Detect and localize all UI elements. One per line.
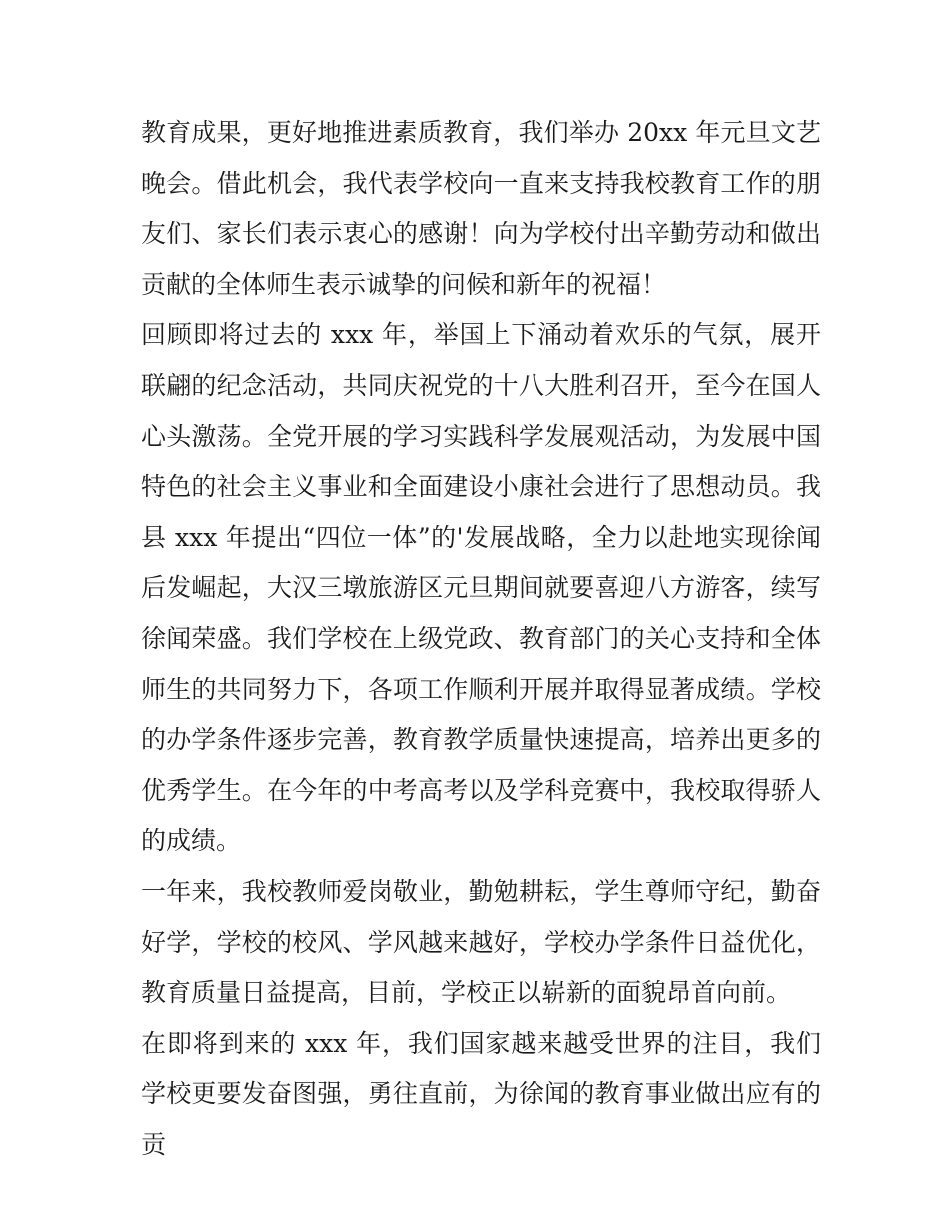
paragraph-1: 教育成果，更好地推进素质教育，我们举办 20xx 年元旦文艺晚会。借此机会，我代表学校向一直来支持我校教育工作的朋友们、家长们表示衷心的感谢！向为学校付出辛勤劳动和做出贡献的全体师生表示诚挚的问候和新年的祝福！ bbox=[141, 118, 821, 299]
paragraph-2: 回顾即将过去的 xxx 年，举国上下涌动着欢乐的气氛，展开联翩的纪念活动，共同庆祝党的十八大胜利召开，至今在国人心头激荡。全党开展的学习实践科学发展观活动，为发展中国特色的社会主义事业和全面建设小康社会进行了思想动员。我县 xxx 年提出“四位一体”的'发展战略，全力以赴地实现徐闻后发崛起，大汉三墩旅游区元旦期间就要喜迎八方游客，续写徐闻荣盛。我们学校在上级党政、教育部门的关心支持和全体师生的共同努力下，各项工作顺利开展并取得显著成绩。学校的办学条件逐步完善，教育教学质量快速提高，培养出更多的优秀学生。在今年的中考高考以及学科竞赛中，我校取得骄人的成绩。 bbox=[141, 320, 821, 856]
document-body bbox=[141, 108, 821, 1170]
paragraph-4: 在即将到来的 xxx 年，我们国家越来越受世界的注目，我们学校更要发奋图强，勇往直前，为徐闻的教育事业做出应有的贡 bbox=[141, 1028, 821, 1159]
paragraph-3: 一年来，我校教师爱岗敬业，勤勉耕耘，学生尊师守纪，勤奋好学，学校的校风、学风越来越好，学校办学条件日益优化，教育质量日益提高，目前，学校正以崭新的面貌昂首向前。 bbox=[141, 876, 821, 1008]
